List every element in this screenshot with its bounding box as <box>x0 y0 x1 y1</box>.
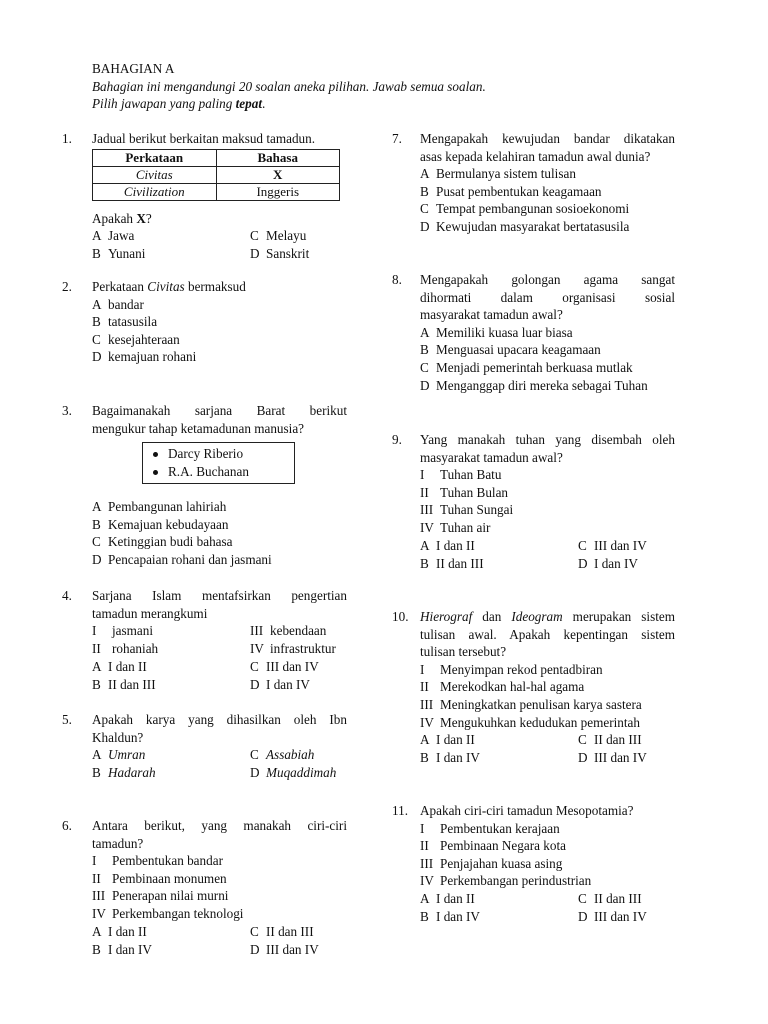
q5-number: 5. <box>62 712 72 727</box>
q4-option-c[interactable]: C III dan IV <box>250 659 319 675</box>
q9-stem-line2: masyarakat tamadun awal? <box>420 449 563 465</box>
q6-number: 6. <box>62 818 72 833</box>
q6-item-iii: III Penerapan nilai murni <box>92 888 229 904</box>
question-2 <box>92 278 347 366</box>
q6-option-d[interactable]: D III dan IV <box>250 941 319 957</box>
q6-stem-line2: tamadun? <box>92 835 144 851</box>
q2-number: 2. <box>62 279 72 294</box>
q4-number: 4. <box>62 588 72 603</box>
q11-number: 11. <box>392 803 408 818</box>
q7-option-c[interactable]: C Tempat pembangunan sosioekonomi <box>420 201 630 217</box>
q9-item-iv: IV Tuhan air <box>420 519 491 535</box>
q4-option-a[interactable]: A I dan II <box>92 659 147 675</box>
q1-table: Perkataan Bahasa Civitas X Civilization Inggeris <box>92 149 340 201</box>
q3-stem-line1: Bagaimanakah sarjana Barat berikut <box>92 403 347 418</box>
question-11 <box>420 802 675 926</box>
q10-item-ii: II Merekodkan hal-hal agama <box>420 679 585 695</box>
question-8 <box>420 271 675 394</box>
question-5 <box>92 711 347 782</box>
q5-option-b[interactable]: B Hadarah <box>92 765 156 781</box>
q8-option-c[interactable]: C Menjadi pemerintah berkuasa mutlak <box>420 359 633 375</box>
q11-option-a[interactable]: A I dan II <box>420 890 475 906</box>
q10-item-iv: IV Mengukuhkan kedudukan pemerintah <box>420 714 640 730</box>
q8-option-b[interactable]: B Menguasai upacara keagamaan <box>420 342 601 358</box>
q3-option-c[interactable]: C Ketinggian budi bahasa <box>92 534 233 550</box>
q4-stem-line1: Sarjana Islam mentafsirkan pengertian <box>92 588 347 603</box>
q6-stem-line1: Antara berikut, yang manakah ciri-ciri <box>92 818 347 833</box>
q11-item-ii: II Pembinaan Negara kota <box>420 838 566 854</box>
q5-option-d[interactable]: D Muqaddimah <box>250 765 337 781</box>
q9-option-d[interactable]: D I dan IV <box>578 555 638 571</box>
q11-stem: Apakah ciri-ciri tamadun Mesopotamia? <box>420 803 634 818</box>
q11-option-d[interactable]: D III dan IV <box>578 908 647 924</box>
q7-stem-line1: Mengapakah kewujudan bandar dikatakan <box>420 131 675 146</box>
q8-stem-line1: Mengapakah golongan agama sangat <box>420 272 675 287</box>
q9-option-c[interactable]: C III dan IV <box>578 537 647 553</box>
section-title: BAHAGIAN A <box>92 61 175 76</box>
q7-option-d[interactable]: D Kewujudan masyarakat bertatasusila <box>420 218 630 234</box>
q10-item-i: I Menyimpan rekod pentadbiran <box>420 661 603 677</box>
q10-option-c[interactable]: C II dan III <box>578 732 642 748</box>
q10-item-iii: III Meningkatkan penulisan karya sastera <box>420 696 642 712</box>
q8-number: 8. <box>392 272 402 287</box>
q4-item-i: I jasmani <box>92 623 154 639</box>
q9-stem-line1: Yang manakah tuhan yang disembah oleh <box>420 432 675 447</box>
q1-number: 1. <box>62 131 72 146</box>
q9-number: 9. <box>392 432 402 447</box>
q1-ask: Apakah X? <box>92 210 152 226</box>
q2-option-d[interactable]: D kemajuan rohani <box>92 349 197 365</box>
q5-stem-line2: Khaldun? <box>92 729 144 745</box>
q7-option-b[interactable]: B Pusat pembentukan keagamaan <box>420 183 602 199</box>
q8-option-d[interactable]: D Menganggap diri mereka sebagai Tuhan <box>420 377 648 393</box>
q4-item-iii: III kebendaan <box>250 623 327 639</box>
q10-option-d[interactable]: D III dan IV <box>578 750 647 766</box>
q3-option-d[interactable]: D Pencapaian rohani dan jasmani <box>92 551 272 567</box>
q2-stem: Perkataan Civitas bermaksud <box>92 279 246 294</box>
q4-item-iv: IV infrastruktur <box>250 641 336 657</box>
question-4 <box>92 587 347 694</box>
q2-option-c[interactable]: C kesejahteraan <box>92 331 180 347</box>
q10-stem-line2: tulisan awal. Apakah kepentingan sistem <box>420 626 675 642</box>
question-3 <box>92 402 347 567</box>
question-9 <box>420 431 675 573</box>
q1-stem: Jadual berikut berkaitan maksud tamadun. <box>92 131 316 146</box>
q9-option-a[interactable]: A I dan II <box>420 537 475 553</box>
q9-item-iii: III Tuhan Sungai <box>420 502 514 518</box>
q1-option-a[interactable]: A Jawa <box>92 228 135 244</box>
q6-item-i: I Pembentukan bandar <box>92 853 223 869</box>
section-instructions-1: Bahagian ini mengandungi 20 soalan aneka pilihan. Jawab semua soalan. <box>92 78 486 94</box>
question-7 <box>420 130 675 236</box>
q11-item-iii: III Penjajahan kuasa asing <box>420 855 563 871</box>
q10-option-a[interactable]: A I dan II <box>420 732 475 748</box>
q3-option-a[interactable]: A Pembangunan lahiriah <box>92 499 227 514</box>
q6-item-iv: IV Perkembangan teknologi <box>92 905 244 921</box>
q9-option-b[interactable]: B II dan III <box>420 555 484 571</box>
q3-bullet-1: Darcy Riberio <box>149 445 286 463</box>
q6-option-b[interactable]: B I dan IV <box>92 941 152 957</box>
q4-stem-line2: tamadun merangkumi <box>92 605 208 621</box>
q1-option-b[interactable]: B Yunani <box>92 246 146 262</box>
q3-number: 3. <box>62 403 72 418</box>
q11-item-i: I Pembentukan kerajaan <box>420 820 560 836</box>
q7-option-a[interactable]: A Bermulanya sistem tulisan <box>420 166 576 182</box>
q5-stem-line1: Apakah karya yang dihasilkan oleh Ibn <box>92 712 347 727</box>
q10-number: 10. <box>392 609 409 624</box>
q10-option-b[interactable]: B I dan IV <box>420 750 480 766</box>
q3-option-b[interactable]: B Kemajuan kebudayaan <box>92 516 229 532</box>
question-6 <box>92 817 347 959</box>
q3-stem-line2: mengukur tahap ketamadunan manusia? <box>92 420 305 436</box>
q1-option-d[interactable]: D Sanskrit <box>250 246 310 262</box>
q6-option-a[interactable]: A I dan II <box>92 923 147 939</box>
q8-stem-line2: dihormati dalam organisasi sosial <box>420 289 675 305</box>
q1-option-c[interactable]: C Melayu <box>250 228 307 244</box>
q8-option-a[interactable]: A Memiliki kuasa luar biasa <box>420 324 573 340</box>
q2-option-b[interactable]: B tatasusila <box>92 314 158 330</box>
q9-item-i: I Tuhan Batu <box>420 467 502 483</box>
q11-item-iv: IV Perkembangan perindustrian <box>420 873 592 889</box>
q6-option-c[interactable]: C II dan III <box>250 923 314 939</box>
q3-names-box <box>142 442 295 484</box>
q3-bullet-2: R.A. Buchanan <box>149 463 286 481</box>
q7-stem-line2: asas kepada kelahiran tamadun awal dunia? <box>420 148 651 164</box>
section-instructions-2: Pilih jawapan yang paling tepat. <box>92 96 266 112</box>
q11-option-b[interactable]: B I dan IV <box>420 908 480 924</box>
q2-option-a[interactable]: A bandar <box>92 296 144 312</box>
section-header <box>92 60 486 113</box>
question-10 <box>420 608 675 767</box>
q4-option-d[interactable]: D I dan IV <box>250 677 310 693</box>
q6-item-ii: II Pembinaan monumen <box>92 870 227 886</box>
q4-item-ii: II rohaniah <box>92 641 159 657</box>
q7-number: 7. <box>392 131 402 146</box>
q5-option-a[interactable]: A Umran <box>92 747 146 763</box>
q9-item-ii: II Tuhan Bulan <box>420 484 509 500</box>
q10-stem-line3: tulisan tersebut? <box>420 644 507 660</box>
q8-stem-line3: masyarakat tamadun awal? <box>420 307 563 323</box>
q4-option-b[interactable]: B II dan III <box>92 677 156 693</box>
q11-option-c[interactable]: C II dan III <box>578 890 642 906</box>
question-1 <box>92 130 347 263</box>
q10-stem-line1: Hierograf dan Ideogram merupakan sistem <box>420 609 675 624</box>
q5-option-c[interactable]: C Assabiah <box>250 747 315 763</box>
